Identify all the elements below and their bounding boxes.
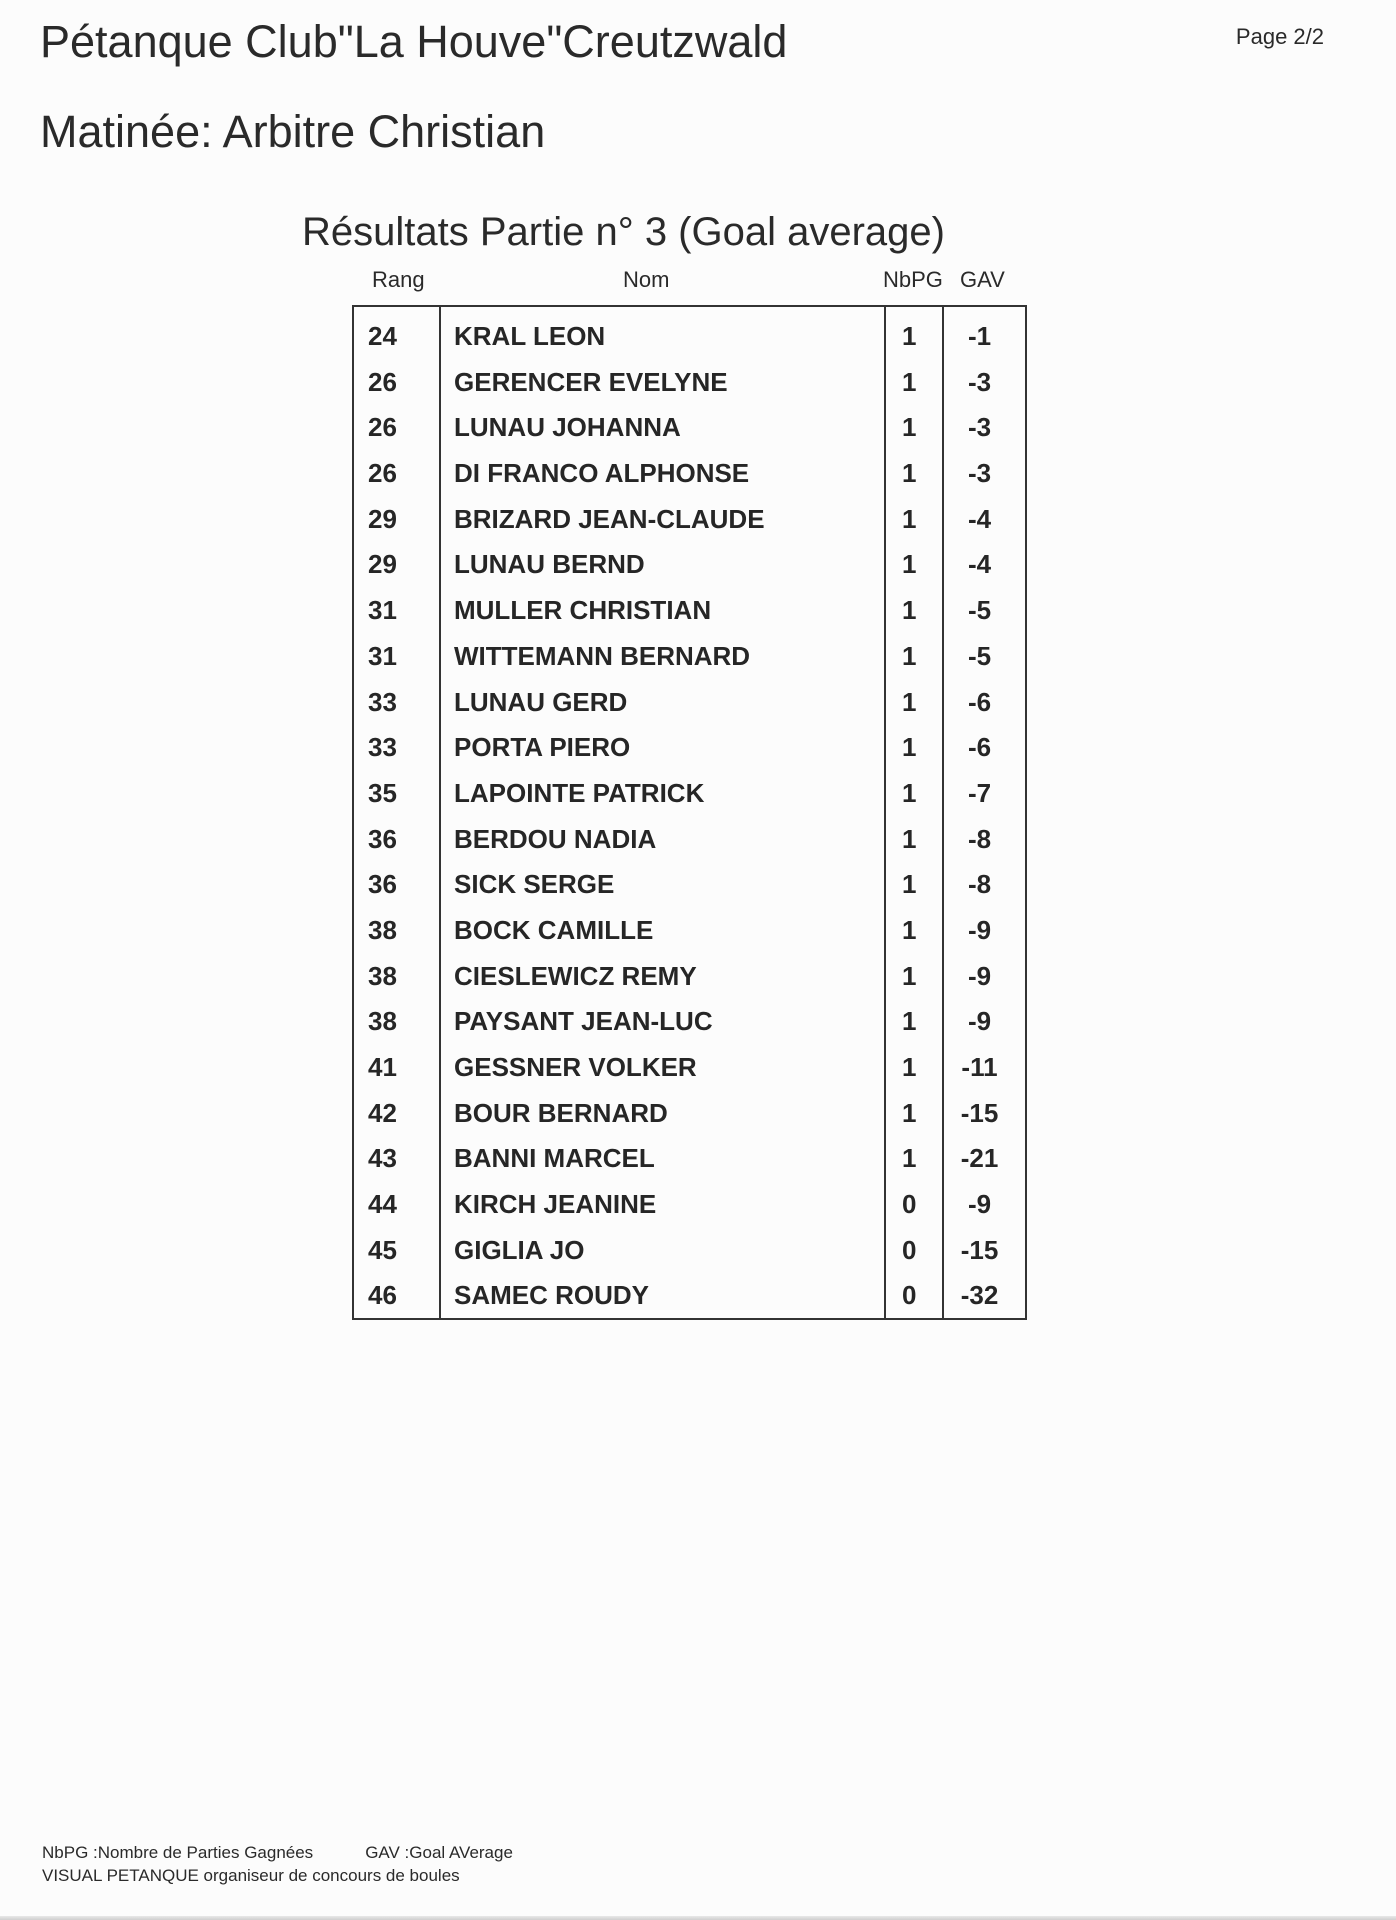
table-row [354, 816, 1025, 862]
name-cell: BRIZARD JEAN-CLAUDE [454, 503, 765, 534]
games-won-cell: 1 [902, 1006, 917, 1037]
goal-average-cell: -6 [967, 686, 992, 717]
games-won-cell: 1 [902, 412, 917, 443]
name-cell: BANNI MARCEL [454, 1143, 655, 1174]
goal-average-cell: -4 [967, 503, 992, 534]
rank-cell: 26 [368, 366, 397, 397]
name-cell: SICK SERGE [454, 869, 615, 900]
name-cell: BERDOU NADIA [454, 823, 657, 854]
rank-cell: 29 [368, 549, 397, 580]
rank-cell: 41 [368, 1052, 397, 1082]
name-cell: LUNAU JOHANNA [454, 412, 681, 443]
games-won-cell: 0 [902, 1234, 917, 1265]
games-won-cell: 1 [902, 458, 917, 489]
scan-edge [0, 1916, 1396, 1920]
table-row [354, 404, 1025, 450]
table-row [354, 679, 1025, 725]
column-header-rang: Rang [372, 267, 425, 292]
goal-average-cell: -1 [967, 321, 992, 351]
rank-cell: 36 [368, 869, 397, 900]
games-won-cell: 0 [902, 1280, 917, 1311]
games-won-cell: 0 [902, 1189, 917, 1220]
column-header-nom: Nom [623, 267, 670, 292]
games-won-cell: 1 [902, 321, 917, 351]
goal-average-cell: -3 [967, 412, 992, 443]
table-row [354, 541, 1025, 587]
games-won-cell: 1 [902, 640, 917, 671]
goal-average-cell: -9 [967, 1006, 992, 1037]
column-header-nbpg: NbPG [883, 267, 943, 292]
table-row [354, 313, 1025, 359]
page-number: Page 2/2 [1235, 24, 1324, 49]
table-row [354, 724, 1025, 770]
goal-average-cell: -15 [960, 1234, 999, 1265]
goal-average-cell: -32 [960, 1280, 999, 1311]
name-cell: KIRCH JEANINE [454, 1189, 657, 1220]
name-cell: LAPOINTE PATRICK [454, 777, 705, 808]
rank-cell: 29 [368, 503, 397, 534]
table-row [354, 359, 1025, 405]
rank-cell: 42 [368, 1097, 397, 1128]
name-cell: LUNAU BERND [454, 549, 645, 580]
games-won-cell: 1 [902, 869, 917, 900]
goal-average-cell: -9 [967, 960, 992, 991]
goal-average-cell: -3 [967, 366, 992, 397]
goal-average-cell: -5 [967, 595, 992, 626]
table-row [354, 953, 1025, 999]
table-row [354, 861, 1025, 907]
table-row [354, 450, 1025, 496]
goal-average-cell: -5 [967, 640, 992, 671]
name-cell: WITTEMANN BERNARD [454, 640, 751, 671]
games-won-cell: 1 [902, 595, 917, 626]
table-row [354, 587, 1025, 633]
rank-cell: 26 [368, 458, 397, 489]
name-cell: KRAL LEON [454, 321, 606, 351]
table-row [354, 998, 1025, 1044]
table-row [354, 1272, 1025, 1318]
goal-average-cell: -3 [967, 458, 992, 489]
rank-cell: 38 [368, 914, 397, 945]
goal-average-cell: -8 [967, 869, 992, 900]
games-won-cell: 1 [902, 1097, 917, 1128]
rank-cell: 24 [368, 321, 397, 351]
results-rows [354, 313, 1025, 1318]
name-cell: PORTA PIERO [454, 732, 631, 763]
rank-cell: 35 [368, 777, 397, 808]
goal-average-cell: -6 [967, 732, 992, 763]
games-won-cell: 1 [902, 503, 917, 534]
games-won-cell: 1 [902, 686, 917, 717]
results-table [352, 305, 1027, 1320]
table-row [354, 770, 1025, 816]
table-row [354, 907, 1025, 953]
rank-cell: 33 [368, 686, 397, 717]
goal-average-cell: -11 [961, 1052, 998, 1082]
rank-cell: 38 [368, 1006, 397, 1037]
rank-cell: 33 [368, 732, 397, 763]
nbpg-legend: NbPG :Nombre de Parties Gagnées [42, 1843, 314, 1862]
rank-cell: 26 [368, 412, 397, 443]
name-cell: DI FRANCO ALPHONSE [454, 458, 750, 489]
table-row [354, 1135, 1025, 1181]
games-won-cell: 1 [902, 914, 917, 945]
name-cell: GIGLIA JO [454, 1234, 585, 1265]
name-cell: BOCK CAMILLE [454, 914, 654, 945]
footer-credit: VISUAL PETANQUE organiseur de concours de boules [42, 1866, 460, 1885]
name-cell: LUNAU GERD [454, 686, 628, 717]
rank-cell: 44 [368, 1189, 397, 1220]
table-row [354, 633, 1025, 679]
rank-cell: 45 [368, 1234, 397, 1265]
rank-cell: 31 [368, 595, 397, 626]
name-cell: PAYSANT JEAN-LUC [454, 1006, 713, 1037]
goal-average-cell: -8 [967, 823, 992, 854]
games-won-cell: 1 [902, 1143, 917, 1174]
games-won-cell: 1 [902, 732, 917, 763]
rank-cell: 38 [368, 960, 397, 991]
footer-legend [42, 1843, 513, 1863]
goal-average-cell: -7 [967, 777, 992, 808]
table-row [354, 1090, 1025, 1136]
rank-cell: 36 [368, 823, 397, 854]
rank-cell: 43 [368, 1143, 397, 1174]
rank-cell: 46 [368, 1280, 397, 1311]
name-cell: BOUR BERNARD [454, 1097, 668, 1128]
games-won-cell: 1 [902, 366, 917, 397]
goal-average-cell: -21 [960, 1143, 999, 1174]
rank-cell: 31 [368, 640, 397, 671]
name-cell: SAMEC ROUDY [454, 1280, 650, 1311]
session-title: Matinée: Arbitre Christian [40, 106, 546, 157]
games-won-cell: 1 [902, 549, 917, 580]
club-title: Pétanque Club"La Houve"Creutzwald [40, 16, 788, 67]
results-title: Résultats Partie n° 3 (Goal average) [302, 210, 945, 254]
table-row [354, 1181, 1025, 1227]
goal-average-cell: -15 [960, 1097, 999, 1128]
goal-average-cell: -9 [967, 914, 992, 945]
gav-legend: GAV :Goal AVerage [365, 1843, 513, 1862]
name-cell: CIESLEWICZ REMY [454, 960, 697, 991]
name-cell: GESSNER VOLKER [454, 1052, 697, 1082]
games-won-cell: 1 [902, 777, 917, 808]
column-header-gav: GAV [960, 267, 1005, 292]
table-row [354, 496, 1025, 542]
goal-average-cell: -9 [967, 1189, 992, 1220]
table-row [354, 1227, 1025, 1273]
name-cell: MULLER CHRISTIAN [454, 595, 712, 626]
name-cell: GERENCER EVELYNE [454, 366, 728, 397]
goal-average-cell: -4 [967, 549, 992, 580]
table-row [354, 1044, 1025, 1090]
games-won-cell: 1 [902, 960, 917, 991]
games-won-cell: 1 [902, 1052, 917, 1082]
games-won-cell: 1 [902, 823, 917, 854]
